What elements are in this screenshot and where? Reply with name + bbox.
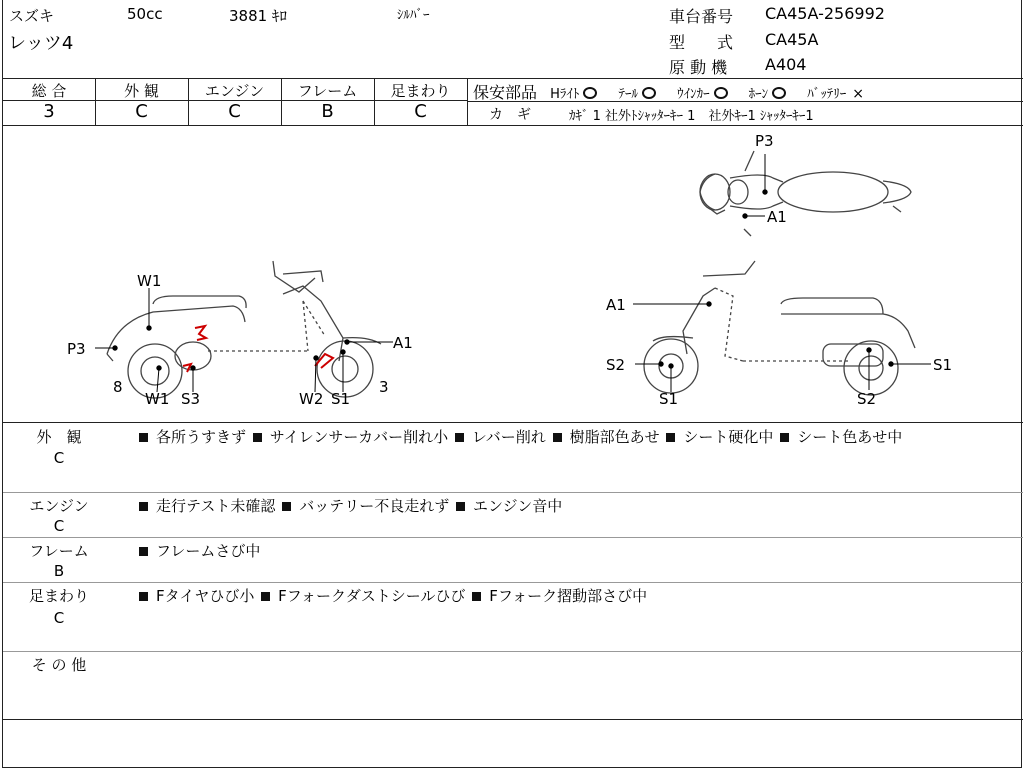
remark-item: 各所うすきず — [156, 428, 247, 446]
grade-value-overall: 3 — [43, 101, 55, 122]
damage-mark-scratch — [195, 326, 206, 340]
remark-list — [137, 540, 1007, 562]
type-value: CA45A — [765, 30, 819, 49]
divider — [3, 492, 1023, 493]
body-color: ｼﾙﾊﾞｰ — [397, 8, 430, 23]
divider — [3, 78, 1023, 79]
remark-category: そ の 他 — [31, 656, 87, 674]
label-left-s1: S1 — [331, 390, 351, 408]
remark-item: シート色あせ中 — [797, 428, 903, 446]
remark-item: エンジン音中 — [472, 497, 563, 515]
divider — [3, 537, 1023, 538]
bullet-icon — [780, 433, 789, 442]
scooter-right-side-view — [644, 261, 915, 395]
bullet-icon — [253, 433, 262, 442]
engine-value: A404 — [765, 55, 807, 74]
remark-row-other — [3, 654, 1023, 714]
model-name: レッツ4 — [8, 33, 74, 54]
mileage: 3881 ｷﾛ — [229, 7, 287, 25]
grade-value-exterior: C — [135, 101, 148, 122]
remark-item: レバー削れ — [471, 428, 546, 446]
remark-list — [137, 426, 1007, 448]
bullet-icon — [139, 433, 148, 442]
label-left-3: 3 — [379, 378, 389, 396]
displacement: 50cc — [127, 5, 163, 23]
divider — [3, 651, 1023, 652]
label-top-p3: P3 — [755, 132, 774, 150]
engine-label: 原 動 機 — [669, 58, 728, 77]
label-left-w1-top: W1 — [137, 272, 162, 290]
remark-list — [137, 585, 1007, 607]
winker-ok-icon — [714, 87, 728, 99]
horn-ok-icon — [772, 87, 786, 99]
remark-item: 走行テスト未確認 — [156, 497, 276, 515]
label-left-w1-bottom: W1 — [145, 390, 170, 408]
type-label: 型 式 — [669, 33, 734, 52]
battery-label: ﾊﾞｯﾃﾘｰ — [807, 87, 847, 102]
label-left-a1: A1 — [393, 334, 413, 352]
taillight-ok-icon — [642, 87, 656, 99]
label-right-s1: S1 — [933, 356, 953, 374]
battery-ng-icon: × — [852, 86, 864, 102]
headlight-label: Hﾗｲﾄ — [550, 87, 580, 102]
bullet-icon — [666, 433, 675, 442]
damage-diagram — [3, 126, 1023, 422]
bullet-icon — [139, 592, 148, 601]
inspection-sheet — [2, 0, 1022, 768]
remark-item: Fタイヤひび小 — [156, 587, 255, 605]
taillight-label: ﾃｰﾙ — [618, 87, 638, 102]
bullet-icon — [472, 592, 481, 601]
remark-category: フレーム — [29, 542, 89, 560]
label-right-s2-bottom: S2 — [857, 390, 877, 408]
grade-label-exterior: 外 観 — [124, 82, 159, 100]
label-right-a1: A1 — [606, 296, 626, 314]
remark-item: Fフォーク摺動部さび中 — [489, 587, 648, 605]
divider — [3, 422, 1023, 423]
remark-category: 外 観 — [36, 428, 82, 446]
grade-value-frame: B — [321, 101, 334, 122]
remark-item: Fフォークダストシールひび — [278, 587, 466, 605]
bullet-icon — [455, 433, 464, 442]
frame-number-label: 車台番号 — [669, 7, 734, 26]
remark-grade: B — [53, 562, 65, 580]
label-right-s1-bottom: S1 — [659, 390, 679, 408]
bullet-icon — [282, 502, 291, 511]
bullet-icon — [261, 592, 270, 601]
remark-grade: C — [53, 449, 65, 467]
label-top-a1: A1 — [767, 208, 787, 226]
grade-label-engine: エンジン — [204, 82, 265, 100]
remark-item: バッテリー不良走れず — [299, 497, 450, 515]
remark-list — [137, 495, 1007, 517]
bullet-icon — [139, 547, 148, 556]
label-left-8: 8 — [113, 378, 123, 396]
key-details: ｶｷﾞ 1 社外ﾄｼｬｯﾀｰｷｰ 1 社外ｷｰ1 ｼｬｯﾀｰｷｰ1 — [569, 109, 814, 124]
key-label: カ ギ — [489, 107, 531, 123]
maker-name: スズキ — [9, 7, 55, 25]
divider — [3, 582, 1023, 583]
remark-item: フレームさび中 — [156, 542, 261, 560]
headlight-ok-icon — [583, 87, 597, 99]
winker-label: ｳｲﾝｶｰ — [677, 87, 710, 102]
label-right-s2-left: S2 — [606, 356, 626, 374]
remark-row-frame — [3, 540, 1023, 582]
remark-row-suspension — [3, 585, 1023, 649]
label-left-p3: P3 — [67, 340, 86, 358]
grade-value-suspension: C — [414, 101, 427, 122]
remark-row-engine — [3, 495, 1023, 535]
grade-label-overall: 総 合 — [31, 82, 67, 100]
remark-item: シート硬化中 — [683, 428, 774, 446]
scooter-top-view — [700, 151, 911, 236]
remark-grade: C — [53, 517, 65, 535]
bullet-icon — [139, 502, 148, 511]
grade-label-suspension: 足まわり — [390, 82, 451, 100]
safety-parts — [473, 80, 864, 103]
damage-marks — [183, 326, 333, 372]
remark-category: 足まわり — [28, 587, 89, 605]
frame-number: CA45A-256992 — [765, 4, 885, 23]
remark-item: 樹脂部色あせ — [569, 428, 660, 446]
grade-value-engine: C — [228, 101, 241, 122]
divider — [467, 78, 468, 125]
remark-grade: C — [53, 609, 65, 627]
grade-label-frame: フレーム — [297, 82, 358, 100]
remark-category: エンジン — [29, 497, 89, 515]
divider — [3, 719, 1023, 720]
label-left-w2: W2 — [299, 390, 324, 408]
horn-label: ﾎｰﾝ — [748, 87, 769, 102]
remark-row-exterior — [3, 426, 1023, 492]
bullet-icon — [456, 502, 465, 511]
remark-item: サイレンサーカバー削れ小 — [269, 428, 449, 446]
bullet-icon — [553, 433, 562, 442]
safety-parts-label: 保安部品 — [473, 83, 538, 102]
label-left-s3: S3 — [181, 390, 201, 408]
